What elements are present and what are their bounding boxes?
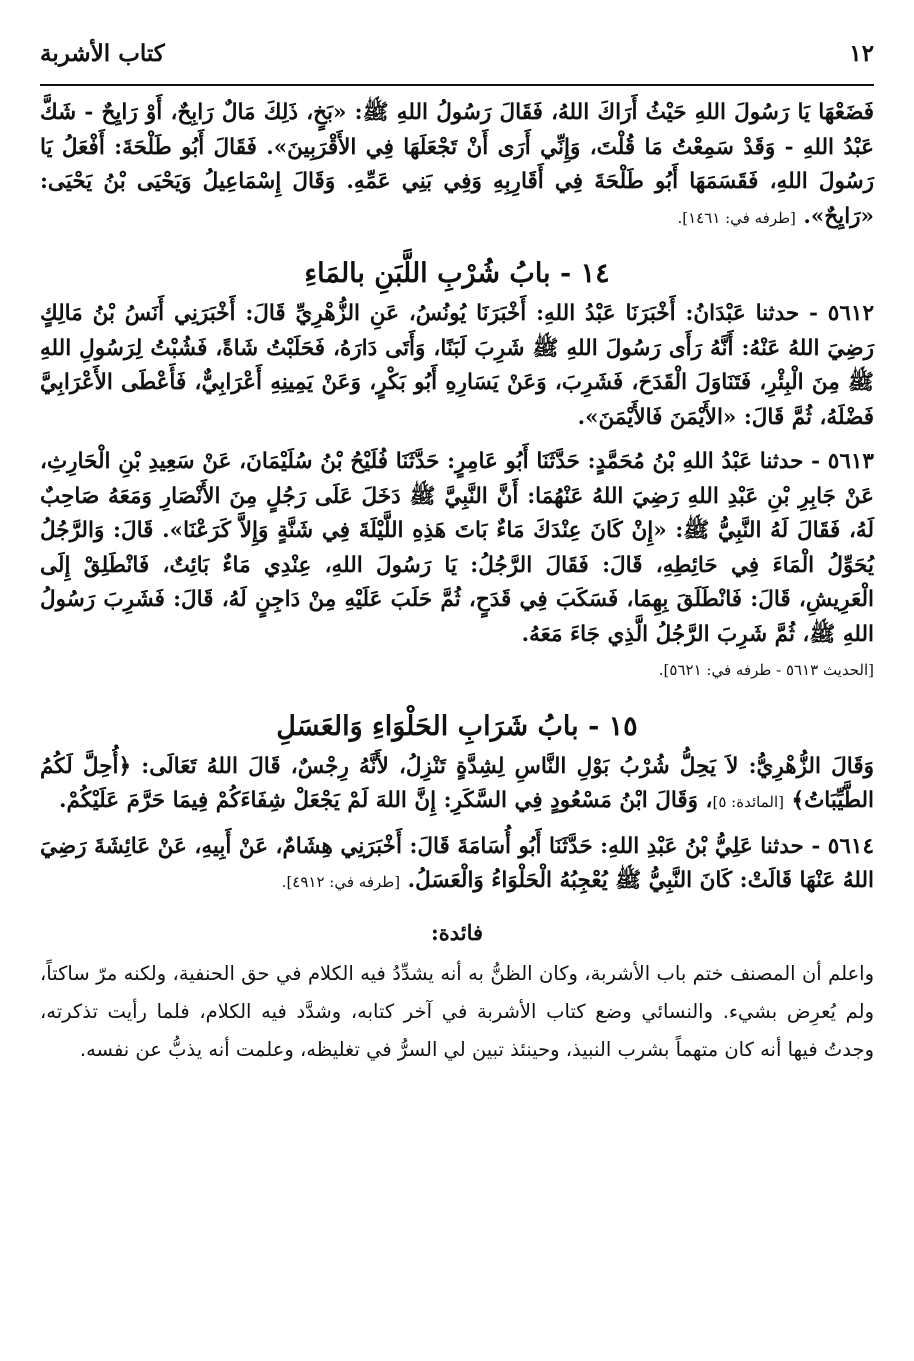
hadith-text: - حدثنا عَبْدَانُ: أَخْبَرَنَا عَبْدُ اللهِ: أَخْبَرَنَا يُونُسُ، عَنِ الزُّهْرِيِّ قَالَ: أَخْبَرَنِي أَنَسُ بْنُ مَالِكٍ رَضِيَ اللهُ عَنْهُ: أَنَّهُ رَأَى رَسُولَ اللهِ ﷺ شَرِبَ لَبَنًا، وَأَتَى دَارَهُ، فَحَلَبْتُ شَاةً، فَشُبْتُ لِرَسُولِ اللهِ ﷺ مِنَ الْبِئْرِ، فَتَنَاوَلَ الْقَدَحَ، فَشَرِبَ، وَعَنْ يَسَارِهِ أَبُو بَكْرٍ، وَعَنْ يَمِينِهِ أَعْرَابِيٌّ، فَأَعْطَى الأَعْرَابِيَّ فَضْلَهُ، ثُمَّ قَالَ: «الأَيْمَنَ فَالأَيْمَنَ». <box>40 301 874 430</box>
zuhri-text-1: وَقَالَ الزُّهْرِيُّ: لاَ يَحِلُّ شُرْبُ بَوْلِ النَّاسِ لِشِدَّةٍ تَنْزِلُ، لأَنَّهُ رِجْسٌ، قَالَ اللهُ تَعَالَى: ﴿أُحِلَّ لَكُمُ الطَّيِّبَاتُ﴾ <box>40 753 874 813</box>
header-divider <box>40 84 874 86</box>
hadith-5612 <box>40 297 874 435</box>
hadith-number: ٥٦١٢ <box>827 301 874 326</box>
hadith-number: ٥٦١٣ <box>827 449 874 474</box>
hadith-number: ٥٦١٤ <box>827 833 874 859</box>
hadith-5613-reference-line <box>40 652 874 688</box>
chapter-14-title: ١٤ - بابُ شُرْبِ اللَّبَنِ بالمَاءِ <box>304 258 610 289</box>
hadith-text: - حدثنا عَبْدُ اللهِ بْنُ مُحَمَّدٍ: حَدَّثَنَا أَبُو عَامِرٍ: حَدَّثَنَا فُلَيْحُ بْنُ سُلَيْمَانَ، عَنْ سَعِيدِ بْنِ الْحَارِثِ، عَنْ جَابِرِ بْنِ عَبْدِ اللهِ رَضِيَ اللهُ عَنْهُمَا: أَنَّ النَّبِيَّ ﷺ دَخَلَ عَلَى رَجُلٍ مِنَ الأَنْصَارِ وَمَعَهُ صَاحِبٌ لَهُ، فَقَالَ لَهُ النَّبِيُّ ﷺ: «إِنْ كَانَ عِنْدَكَ مَاءٌ بَاتَ هَذِهِ اللَّيْلَةَ فِي شَنَّةٍ وَإِلاَّ كَرَعْنَا». قَالَ: وَالرَّجُلُ يُحَوِّلُ الْمَاءَ فِي حَائِطِهِ، قَالَ: فَقَالَ الرَّجُلُ: يَا رَسُولَ اللهِ، عِنْدِي مَاءٌ بَائِتٌ، فَانْطَلِقْ إِلَى الْعَرِيشِ، قَالَ: فَانْطَلَقَ بِهِمَا، فَسَكَبَ فِي قَدَحٍ، ثُمَّ حَلَبَ عَلَيْهِ مِنْ دَاجِنٍ لَهُ، قَالَ: فَشَرِبَ رَسُولُ اللهِ ﷺ، ثُمَّ شَرِبَ الرَّجُلُ الَّذِي جَاءَ مَعَهُ. <box>40 449 874 647</box>
running-header <box>40 40 874 84</box>
intro-paragraph <box>40 96 874 235</box>
hadith-reference: [الحديث ٥٦١٣ - طرفه في: ٥٦٢١]. <box>658 661 874 679</box>
zuhri-text-2: ، وَقَالَ ابْنُ مَسْعُودٍ فِي السَّكَرِ: إِنَّ اللهَ لَمْ يَجْعَلْ شِفَاءَكُمْ فِيمَا حَرَّمَ عَلَيْكُمْ. <box>59 788 713 813</box>
intro-reference: [طرفه في: ١٤٦١]. <box>677 208 796 227</box>
hadith-text: - حدثنا عَلِيُّ بْنُ عَبْدِ اللهِ: حَدَّثَنَا أَبُو أُسَامَةَ قَالَ: أَخْبَرَنِي هِشَامٌ، عَنْ أَبِيهِ، عَنْ عَائِشَةَ رَضِيَ اللهُ عَنْهَا قَالَتْ: كَانَ النَّبِيُّ ﷺ يُعْجِبُهُ الْحَلْوَاءُ وَالْعَسَلُ. <box>40 833 874 893</box>
benefit-title: فائدة: <box>430 919 484 945</box>
chapter-15-title: ١٥ - بابُ شَرَابِ الحَلْوَاءِ وَالعَسَلِ <box>276 710 638 742</box>
hadith-reference: [طرفه في: ٤٩١٢]. <box>281 873 401 891</box>
hadith-5613 <box>40 445 874 652</box>
zuhri-paragraph <box>40 750 874 820</box>
page-number: ١٢ <box>849 40 874 67</box>
benefit-paragraph: واعلم أن المصنف ختم باب الأشربة، وكان الظنُّ به أنه يشدِّدُ فيه الكلام في حق الحنفية، ولكنه مرّ ساكتاً، ولم يُعرِض بشيء. والنسائي وضع كتاب الأشربة في آخر كتابه، وشدَّد فيه الكلام، فلما رأيت تذكرته، وجدتُ فيها أنه كان متهماً بشرب النبيذ، وحينئذ تبين لي السرُّ في تغليظه، وعلمت أنه يذبُّ عن نفسه. <box>40 961 874 1061</box>
book-title: كتاب الأشربة <box>40 40 165 67</box>
intro-text: فَضَعْهَا يَا رَسُولَ اللهِ حَيْثُ أَرَاكَ اللهُ، فَقَالَ رَسُولُ اللهِ ﷺ: «بَخٍ، ذَلِكَ مَالٌ رَابِحٌ، أَوْ رَايِحٌ - شَكَّ عَبْدُ اللهِ - وَقَدْ سَمِعْتُ مَا قُلْتَ، وَإِنِّي أَرَى أَنْ تَجْعَلَهَا فِي الأَقْرَبِينَ». فَقَالَ أَبُو طَلْحَةَ: أَفْعَلُ يَا رَسُولَ اللهِ، فَقَسَمَهَا أَبُو طَلْحَةَ فِي أَقَارِبِهِ وَفِي بَنِي عَمِّهِ. وَقَالَ إِسْمَاعِيلُ وَيَحْيَى بْنُ يَحْيَى: «رَايِحٌ». <box>40 100 874 229</box>
verse-reference: [المائدة: ٥] <box>712 793 784 811</box>
hadith-5614 <box>40 830 874 900</box>
